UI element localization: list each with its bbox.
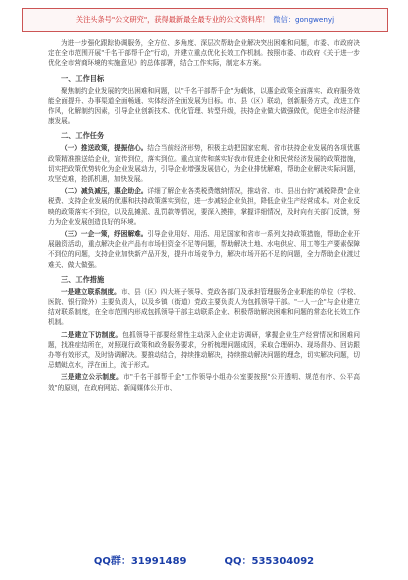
task-body: 详细了解企业各类税费缴纳情况，推动省、市、县出台的"减税降费"企业税费、支持企业发展的优惠和扶持政策落实到位，进一步减轻企业负担，降低企业生产经营成本。对企业反映的政策落实不到位，以及乱摊派、乱罚款等情况，要深入摸排，掌握详细情况，及时向有关部门反馈，努力为企业发展创造良好的环境。 [48,187,360,226]
measure-title: 三是建立公示制度。 [61,373,123,382]
measure-paragraph [48,330,360,371]
measure-body: 市、县（区）四大班子领导、党政各部门及承担管理服务企业职能的单位（学校、医院、银行除外）主要负责人，以及乡镇（街道）党政主要负责人为包抓领导干部。"一人一企"与企业建立结对联系制度，在全市范围内形成包抓领导干部主动联系企业、积极帮助解决困难和问题的常态化长效工作机制。 [48,287,361,327]
banner-text: 关注头条号"公文研究"，获得最新最全最专业的公文资料库！ [75,15,270,24]
task-paragraph [48,143,360,184]
measure-body: 包抓领导干部要经常性主动深入企业走访调研，掌握企业生产经营情况和困难问题，找准症结所在，对照现行政策和政务服务要求，分析梳理问题成因，采取合理研办、现场督办、回访跟办等有效形式，及时协调解决。要推动结合，持续推动解决，持续推动解决问题的理念，切实解决问题，切忌蜻蜓点水，浮在面上，流于形式。 [48,330,361,370]
measure-paragraph [48,287,360,328]
qq-group: QQ群：31991489 [93,556,187,567]
section-heading-tasks: 二、工作任务 [61,131,105,141]
task-title: （二）减负减压，惠企助企。 [61,187,148,196]
goals-paragraph: 聚焦制约企业发展的突出困难和问题，以"千名干部帮千企"为载体，以惠企政策全面落实、政府服务效能全面提升、办事渠道全面畅通、实体经济全面发展为目标。市、县（区）联动，创新服务方式，改进工作作风，化解制约因素，引导企业创新技术、优化管理、转型升级，扶持企业做大做强做优，促进全市经济健康发展。 [48,86,360,126]
task-paragraph [48,186,360,227]
footer-contact [0,552,408,570]
task-title: （一）推送政策，提振信心。 [61,144,148,153]
measure-paragraph [48,372,360,392]
measure-body: 市"千名干部帮千企"工作领导小组办公室要按照"公开透明、规范有序、公平高效"的原则，在政府网站、新闻媒体公开市、 [48,373,360,392]
document-body [48,38,360,395]
intro-paragraph: 为进一步强化跟踪协调服务，全方位、多角度、深层次帮助企业解决突出困难和问题，市委、市政府决定在全市范围开展"千名干部帮千企"行动，并建立重点优化长效工作机制。按照市委、市政府《关于进一步优化全市营商环境的实施意见》的总体部署，结合工作实际，制定本方案。 [48,39,360,68]
measure-title: 二是建立下访制度。 [61,330,123,339]
section-heading-measures: 三、工作措施 [61,274,105,284]
task-body: 引导企业用好、用活、用足国家和省市一系列支持政策措施，帮助企业开展融资活动，重点解决企业产品有市场但资金不足等问题，帮助解决土地、水电供应、用工等生产要素保障不到位的问题，支持企业加快新产品开发，提升市场竞争力，解决市场开拓不足的问题，全力帮助企业渡过难关、做大做强。 [48,230,361,269]
task-paragraph [48,229,360,270]
banner-wechat: 微信：gongwenyj [273,15,335,24]
task-title: （三）一企一策，纾困解难。 [61,230,148,239]
measure-title: 一是建立联系制度。 [61,287,121,296]
header-banner [22,8,388,32]
qq-number: QQ：535304092 [224,556,315,567]
section-heading-goals: 一、工作目标 [61,73,105,83]
task-body: 结合当前经济形势，积极主动把国家宏观、省市扶持企业发展的各项优惠政策精准推送给企业，宣传到位，落实到位。重点宣传和落实好我市促进企业和民营经济发展的政策措施，切实把政策优势转化为企业发展动力，引导企业增强发展信心，为企业排忧解难，帮助企业解决实际问题，攻坚克难，抢抓机遇，加快发展。 [48,144,361,184]
